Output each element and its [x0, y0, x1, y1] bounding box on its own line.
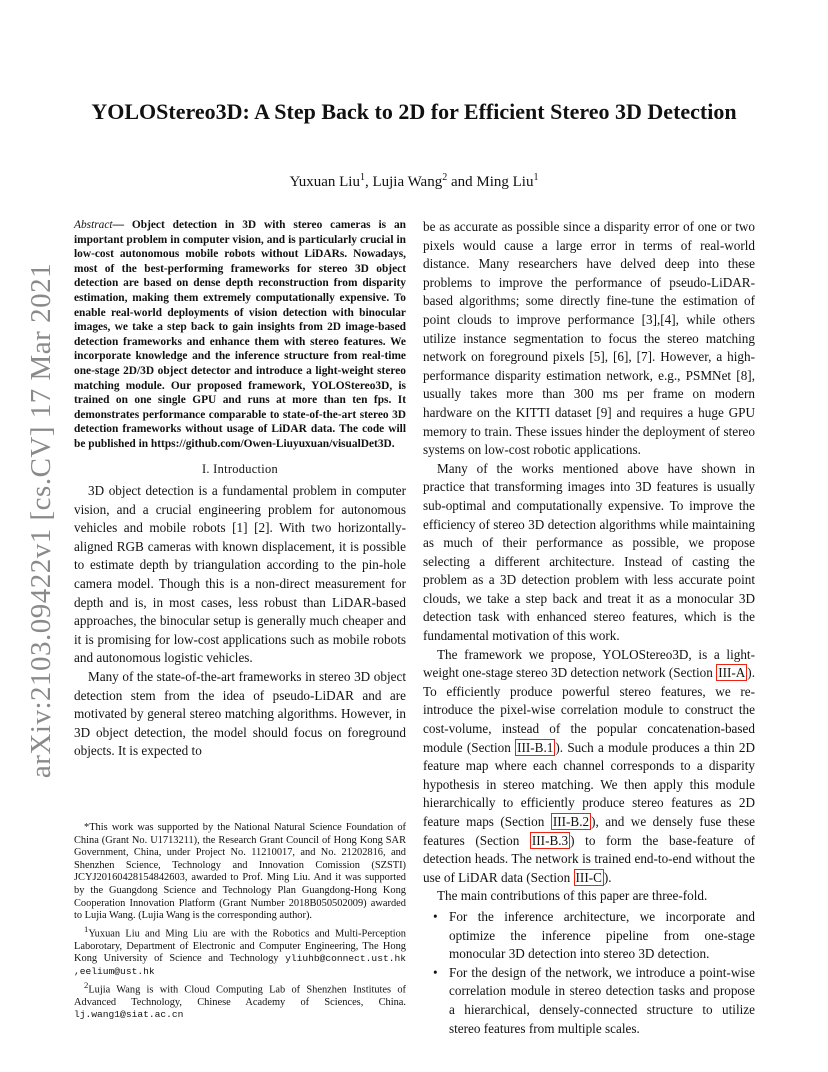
author-name: Ming Liu — [476, 174, 534, 190]
text-run: ). — [603, 869, 612, 885]
author-affiliation: 2 — [442, 172, 448, 183]
text-run: ). Such a module produces a thin 2D feature map where each channel corresponds to a disparity hypothesis in stereo matching. We then apply this module hierarchically to efficiently produce stereo features as 2D feature maps (Section — [423, 739, 755, 829]
text-run: ). To efficiently produce powerful stereo features, we re-introduce the pixel-wise correlation module to construct the cost-volume, instead of the popular concatenation-based module (Section — [423, 665, 755, 755]
abstract-label: Abstract — [74, 219, 113, 231]
author-name: Yuxuan Liu — [289, 174, 360, 190]
footnote-text: Yuxuan Liu and Ming Liu are with the Robotics and Multi-Perception Laborotary, Department of Electronic and Computer Engineering, The Hong Kong University of Science and Technology — [74, 928, 406, 965]
affiliation-footnote — [74, 923, 406, 979]
section-link[interactable]: III-A — [718, 665, 746, 681]
intro-paragraph: be as accurate as possible since a disparity error of one or two pixels would cause a large error in terms of real-world distance. Many researchers have delved deep into these problems to improve the performance of pseudo-LiDAR-based algorithms; some directly fine-tune the estimation of point clouds to improve performance [3],[4], while others utilize instance segmentation to focus the stereo matching network on foreground pixels [5], [6], [7]. However, a high-performance disparity estimation network, e.g., PSMNet [8], usually takes more than 300 ms per frame on modern hardware on the KITTI dataset [9] and requires a huge GPU memory to train. These issues hinder the deployment of stereo systems on low-cost robotic applications. — [423, 219, 755, 458]
text-run: ) to form the base-feature of detection heads. The network is trained end-to-end without the use of LiDAR data (Section — [423, 832, 755, 885]
author-name: Lujia Wang — [372, 174, 443, 190]
author-separator: , — [364, 174, 373, 190]
footnote-marker: 2 — [84, 979, 89, 990]
abstract-dash: — — [112, 219, 132, 231]
author-affiliation: 1 — [359, 172, 365, 183]
footnote-marker: 1 — [84, 923, 89, 934]
author-emails[interactable]: lj.wang1@siat.ac.cn — [74, 1009, 184, 1021]
text-run: The framework we propose, YOLOStereo3D, is a light-weight one-stage stereo 3D detection network (Section — [423, 646, 755, 681]
section-link[interactable]: III-C — [575, 869, 602, 885]
abstract — [74, 218, 406, 452]
footnote-text: Lujia Wang is with Cloud Computing Lab of Shenzhen Institutes of Advanced Technology, Chinese Academy of Sciences, China. — [74, 984, 406, 1008]
arxiv-identifier-text: arXiv:2103.09422v1 [cs.CV] 17 Mar 2021 — [25, 262, 58, 778]
right-column — [423, 218, 755, 1038]
footnotes — [74, 822, 406, 1022]
intro-paragraph — [423, 646, 755, 888]
funding-footnote: *This work was supported by the National Natural Science Foundation of China (Grant No. U1713211), the Research Grant Council of Hong Kong SAR Government, China, under Project No. 11210017, and No. 21202816, and Shenzhen Science, Technology and Innovation Comission (SZSTI) JCYJ20160428154842603, awarded to Prof. Ming Liu. And it was supported by the Guangdong Science and Technology Plan Guangdong-Hong Kong Cooperation Innovation Platform (Grant Number 2018B050502009) awarded to Lujia Wang. (Lujia Wang is the corresponding author). — [74, 822, 406, 922]
section-heading-introduction: I. Introduction — [201, 461, 279, 476]
intro-paragraph: 3D object detection is a fundamental problem in computer vision, and a crucial engineering problem for autonomous vehicles and mobile robots [1] [2]. With two horizontally-aligned RGB cameras with known displacement, it is possible to estimate depth by triangulation according to the pin-hole camera model. Though this is a non-direct measurement for depth and is, in most cases, less robust than LiDAR-based approaches, the binocular setup is generally much cheaper and it is promising for low-cost applications such as mobile robots and autonomous logistic vehicles. — [74, 483, 406, 666]
contributions-list — [423, 908, 755, 1038]
section-link[interactable]: III-B.3 — [531, 832, 569, 848]
section-link[interactable]: III-B.2 — [552, 814, 590, 829]
arxiv-identifier — [22, 262, 62, 778]
author-affiliation: 1 — [533, 172, 539, 183]
author-separator: and — [447, 174, 477, 190]
text-run: ), and we densely fuse these features (Section — [423, 814, 755, 848]
abstract-text: Object detection in 3D with stereo cameras is an important problem in computer vision, and is particularly crucial in low-cost autonomous mobile robots without LiDARs. Nowadays, most of the best-performing frameworks for stereo 3D object detection are based on dense depth reconstruction from disparity estimation, making them extremely computationally expensive. To enable real-world deployments of vision detection with binocular images, we take a step back to gain insights from 2D image-based detection frameworks and enhance them with stereo features. We incorporate knowledge and the inference structure from real-time one-stage 2D/3D object detector and introduce a light-weight stereo matching module. Our proposed framework, YOLOStereo3D, is trained on one single GPU and runs at more than ten fps. It demonstrates performance comparable to state-of-the-art stereo 3D detection frameworks without usage of LiDAR data. The code will be published in https://github.com/Owen-Liuyuxuan/visualDet3D. — [74, 219, 406, 450]
author-line — [80, 172, 748, 191]
contribution-item: • For the inference architecture, we incorporate and optimize the inference pipeline from one-stage monocular 3D detection into stereo 3D detection. — [449, 908, 755, 964]
author-emails[interactable]: yliuhb@connect.ust.hk ,eelium@ust.hk — [74, 953, 406, 977]
left-column — [74, 218, 406, 761]
intro-paragraph: Many of the works mentioned above have shown in practice that transforming images into 3D features is usually sub-optimal and computationally expensive. To improve the efficiency of stereo 3D detection algorithms while maintaining as much of their performance as possible, we propose selecting a different architecture. Instead of casting the problem as a 3D detection problem with less accurate point clouds, we take a step back and treat it as a monocular 3D detection task with enhanced stereo features, which is the fundamental motivation of this work. — [423, 460, 755, 644]
affiliation-footnote — [74, 979, 406, 1022]
section-link[interactable]: III-B.1 — [517, 739, 554, 755]
contributions-intro: The main contributions of this paper are three-fold. — [437, 888, 708, 904]
intro-paragraph: Many of the state-of-the-art frameworks in stereo 3D object detection stem from the idea of pseudo-LiDAR and are motivated by general stereo matching algorithms. However, in 3D object detection, the model should focus on foreground objects. It is expected to — [74, 669, 406, 759]
contribution-item: • For the design of the network, we introduce a point-wise correlation module in stereo detection tasks and propose a hierarchical, densely-connected structure to utilize stereo features from multiple scales. — [449, 964, 755, 1038]
paper-title: YOLOStereo3D: A Step Back to 2D for Efficient Stereo 3D Detection — [91, 99, 737, 124]
